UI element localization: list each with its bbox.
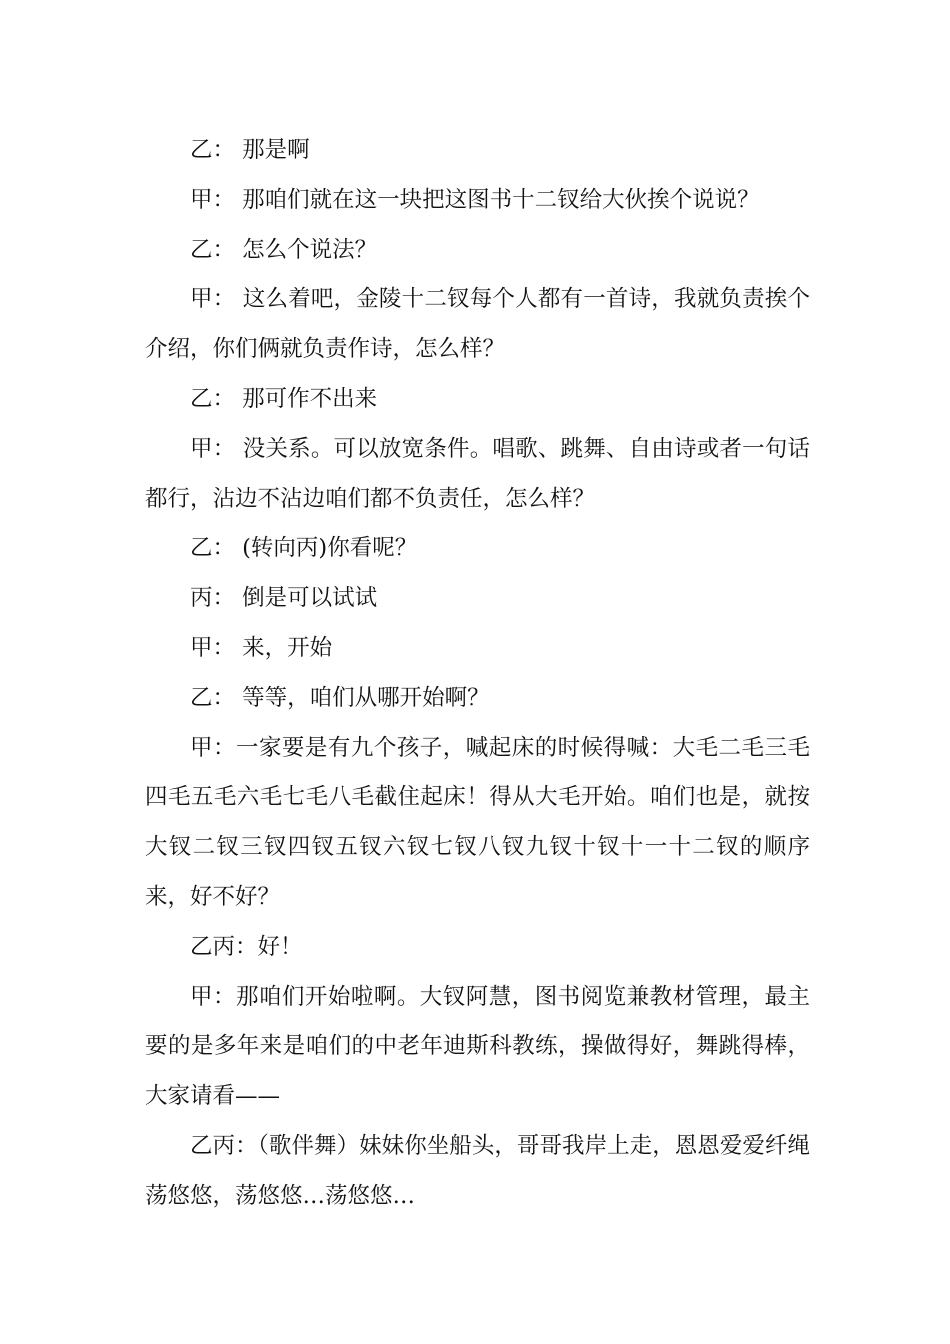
dialogue-line-7: 乙： (转向丙)你看呢？ bbox=[190, 535, 418, 562]
script-body bbox=[145, 126, 810, 1222]
dialogue-line-4: 甲： 这么着吧，金陵十二钗每个人都有一首诗，我就负责挨个介绍，你们俩就负责作诗，怎么样？ bbox=[145, 286, 810, 363]
dialogue-line-5: 乙： 那可作不出来 bbox=[190, 385, 378, 412]
dialogue-line-14: 乙丙：（歌伴舞）妹妹你坐船头，哥哥我岸上走，恩恩爱爱纤绳荡悠悠，荡悠悠…荡悠悠… bbox=[145, 1132, 810, 1209]
dialogue-line-13: 甲：那咱们开始啦啊。大钗阿慧，图书阅览兼教材管理，最主要的是多年来是咱们的中老年迪斯科教练，操做得好，舞跳得棒，大家请看—— bbox=[145, 983, 810, 1110]
dialogue-line-2: 甲： 那咱们就在这一块把这图书十二钗给大伙挨个说说？ bbox=[190, 186, 760, 213]
dialogue-line-9: 甲： 来，开始 bbox=[190, 634, 333, 661]
dialogue-line-1: 乙： 那是啊 bbox=[190, 137, 310, 163]
dialogue-line-6: 甲： 没关系。可以放宽条件。唱歌、跳舞、自由诗或者一句话都行，沾边不沾边咱们都不负责任，怎么样？ bbox=[145, 435, 810, 512]
dialogue-line-8: 丙： 倒是可以试试 bbox=[190, 585, 378, 612]
dialogue-line-10: 乙： 等等，咱们从哪开始啊？ bbox=[190, 684, 490, 711]
dialogue-line-12: 乙丙：好！ bbox=[190, 933, 303, 960]
dialogue-line-11: 甲：一家要是有九个孩子，喊起床的时候得喊：大毛二毛三毛四毛五毛六毛七毛八毛截住起床！得从大毛开始。咱们也是，就按大钗二钗三钗四钗五钗六钗七钗八钗九钗十钗十一十二钗的顺序来，好不好？ bbox=[145, 734, 810, 910]
dialogue-line-3: 乙： 怎么个说法？ bbox=[190, 236, 378, 263]
